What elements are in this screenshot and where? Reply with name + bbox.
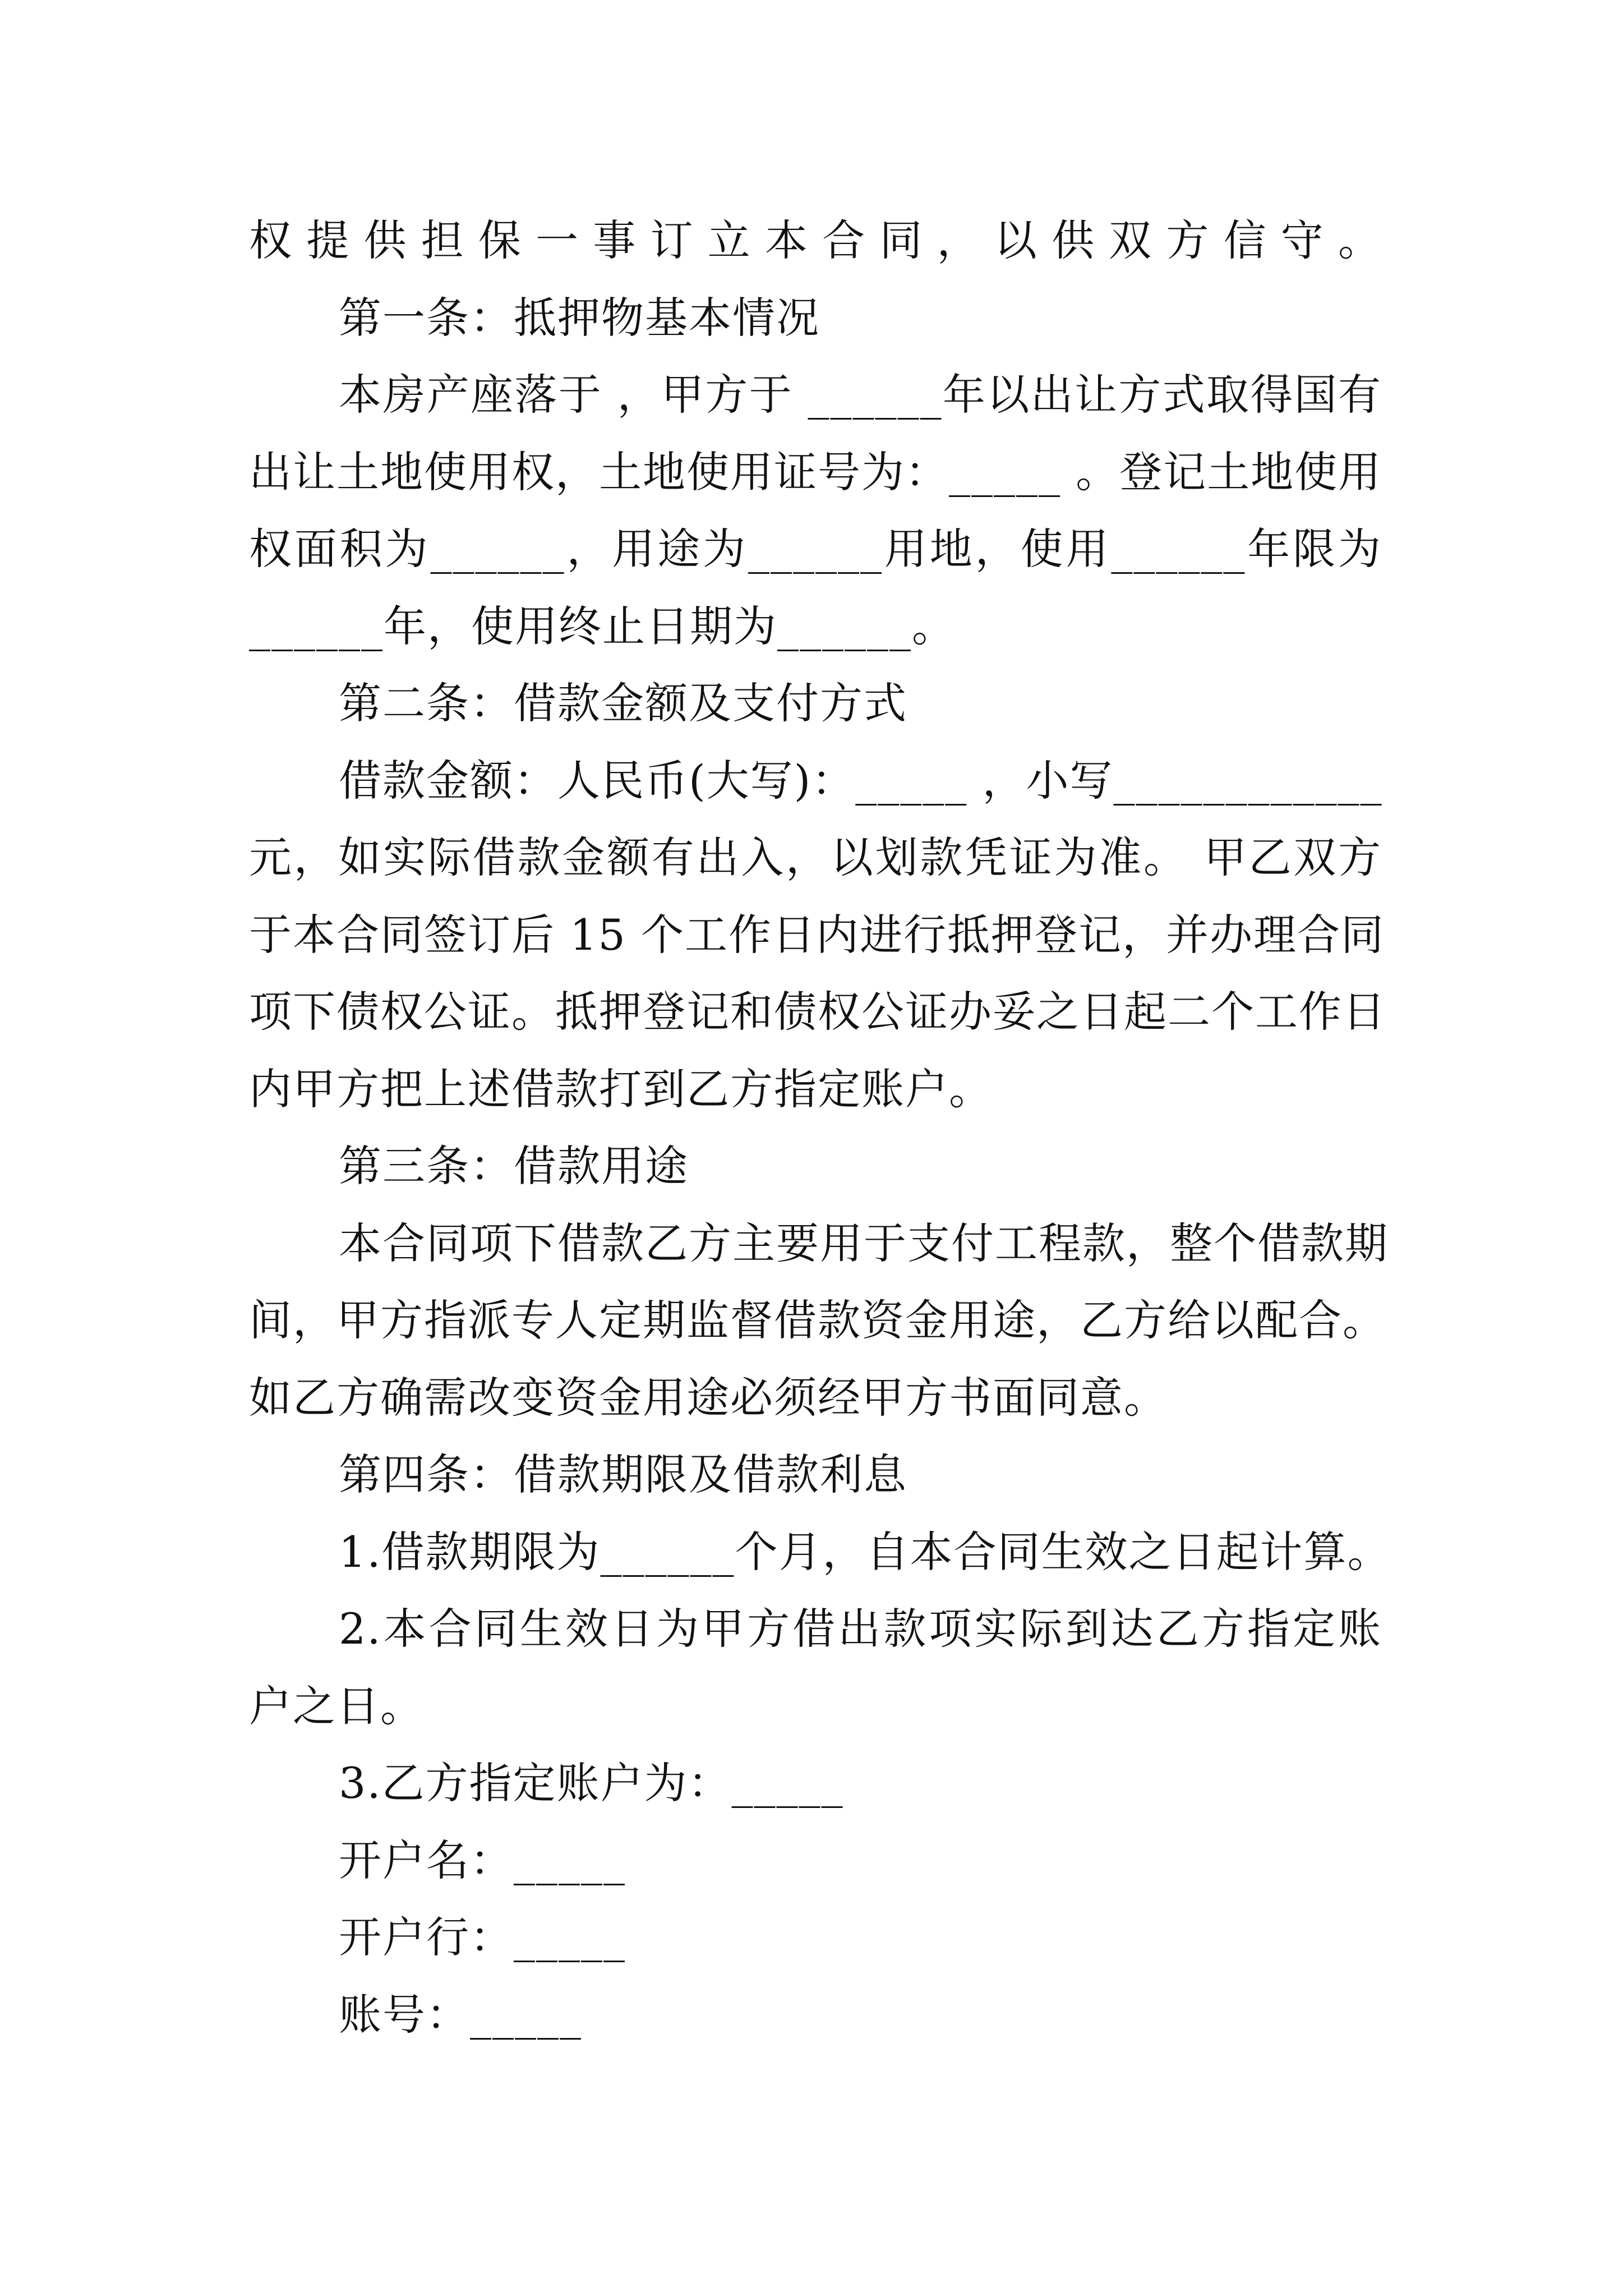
article-2-heading: 第二条：借款金额及支付方式 bbox=[339, 678, 907, 728]
article-3-heading: 第三条：借款用途 bbox=[339, 1141, 689, 1191]
account-name-line: 开户名：_____ bbox=[339, 1835, 626, 1885]
text-line-14: 本合同项下借款乙方主要用于支付工程款，整个借款期 bbox=[339, 1218, 1389, 1268]
account-line: 3.乙方指定账户为：_____ bbox=[339, 1758, 844, 1808]
text-line-5: 权面积为______，用途为______用地，使用______年限为 bbox=[249, 524, 1382, 574]
text-line-3: 本房产座落于 ，甲方于 ______年以出让方式取得国有 bbox=[339, 370, 1382, 420]
text-line-4: 出让土地使用权，土地使用证号为：_____ 。登记土地使用 bbox=[249, 447, 1382, 497]
account-bank-line: 开户行：_____ bbox=[339, 1912, 626, 1962]
text-line-12: 内甲方把上述借款打到乙方指定账户。 bbox=[249, 1064, 993, 1114]
article-1-heading: 第一条：抵押物基本情况 bbox=[339, 292, 820, 343]
document-body bbox=[249, 202, 1391, 2053]
text-line-1: 权提供担保一事订立本合同，以供双方信守。 bbox=[249, 215, 1382, 265]
text-line-10: 于本合同签订后 15 个工作日内进行抵押登记，并办理合同 bbox=[249, 909, 1385, 960]
text-line-19: 2.本合同生效日为甲方借出款项实际到达乙方指定账 bbox=[339, 1604, 1382, 1654]
text-line-18: 1.借款期限为______个月，自本合同生效之日起计算。 bbox=[339, 1526, 1391, 1577]
text-line-11: 项下债权公证。抵押登记和债权公证办妥之日起二个工作日 bbox=[249, 987, 1386, 1037]
text-line-20: 户之日。 bbox=[249, 1681, 424, 1731]
article-4-heading: 第四条：借款期限及借款利息 bbox=[339, 1450, 907, 1499]
text-line-8: 借款金额：人民币(大写)：_____ ，小写____________ bbox=[339, 755, 1383, 806]
text-line-9: 元，如实际借款金额有出入，以划款凭证为准。 甲乙双方 bbox=[249, 832, 1382, 882]
account-number-line: 账号：_____ bbox=[339, 1989, 582, 2040]
text-line-6: ______年，使用终止日期为______。 bbox=[249, 601, 956, 651]
text-line-15: 间，甲方指派专人定期监督借款资金用途，乙方给以配合。 bbox=[249, 1295, 1386, 1345]
text-line-16: 如乙方确需改变资金用途必须经甲方书面同意。 bbox=[249, 1372, 1168, 1423]
